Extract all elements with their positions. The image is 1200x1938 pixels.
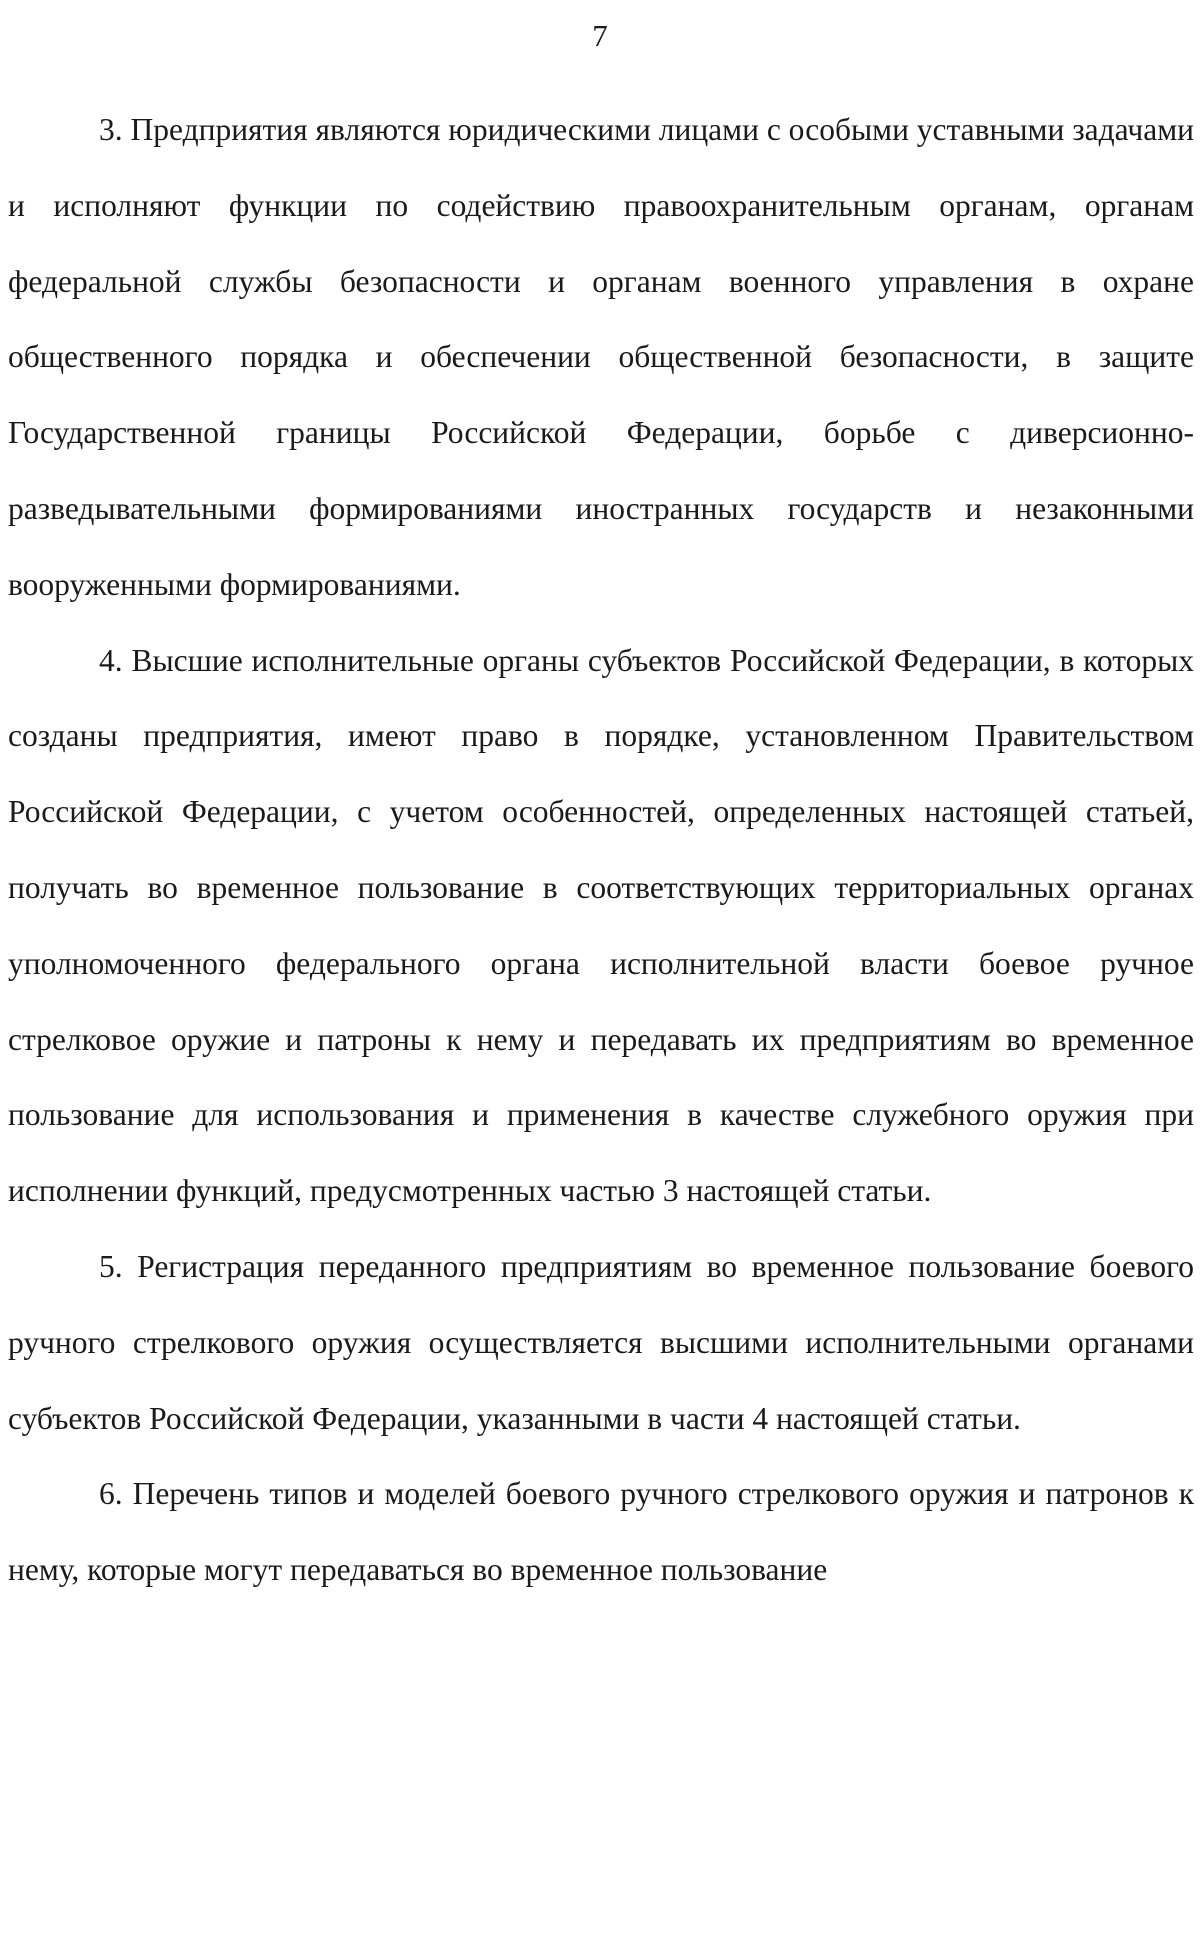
document-body [8,92,1194,1608]
page-number: 7 [592,18,608,53]
paragraph-6: 6. Перечень типов и моделей боевого ручного стрелкового оружия и патронов к нему, которые могут передаваться во временное пользование [8,1476,1194,1588]
paragraph-3: 3. Предприятия являются юридическими лицами с особыми уставными задачами и исполняют функции по содействию правоохранительным органам, органам федеральной службы безопасности и органам военного управления в охране общественного порядка и обеспечении общественной безопасности, в защите Государственной границы Российской Федерации, борьбе с диверсионно-разведывательными формированиями иностранных государств и незаконными вооруженными формированиями. [8,112,1195,602]
paragraph-5: 5. Регистрация переданного предприятиям во временное пользование боевого ручного стрелкового оружия осуществляется высшими исполнительными органами субъектов Российской Федерации, указанными в части 4 настоящей статьи. [8,1248,1194,1436]
paragraph-4: 4. Высшие исполнительные органы субъектов Российской Федерации, в которых созданы предприятия, имеют право в порядке, установленном Правительством Российской Федерации, с учетом особенностей, определенных настоящей статьей, получать во временное пользование в соответствующих территориальных органах уполномоченного федерального органа исполнительной власти боевое ручное стрелковое оружие и патроны к нему и передавать их предприятиям во временное пользование для использования и применения в качестве служебного оружия при исполнении функций, предусмотренных частью 3 настоящей статьи. [8,642,1194,1209]
